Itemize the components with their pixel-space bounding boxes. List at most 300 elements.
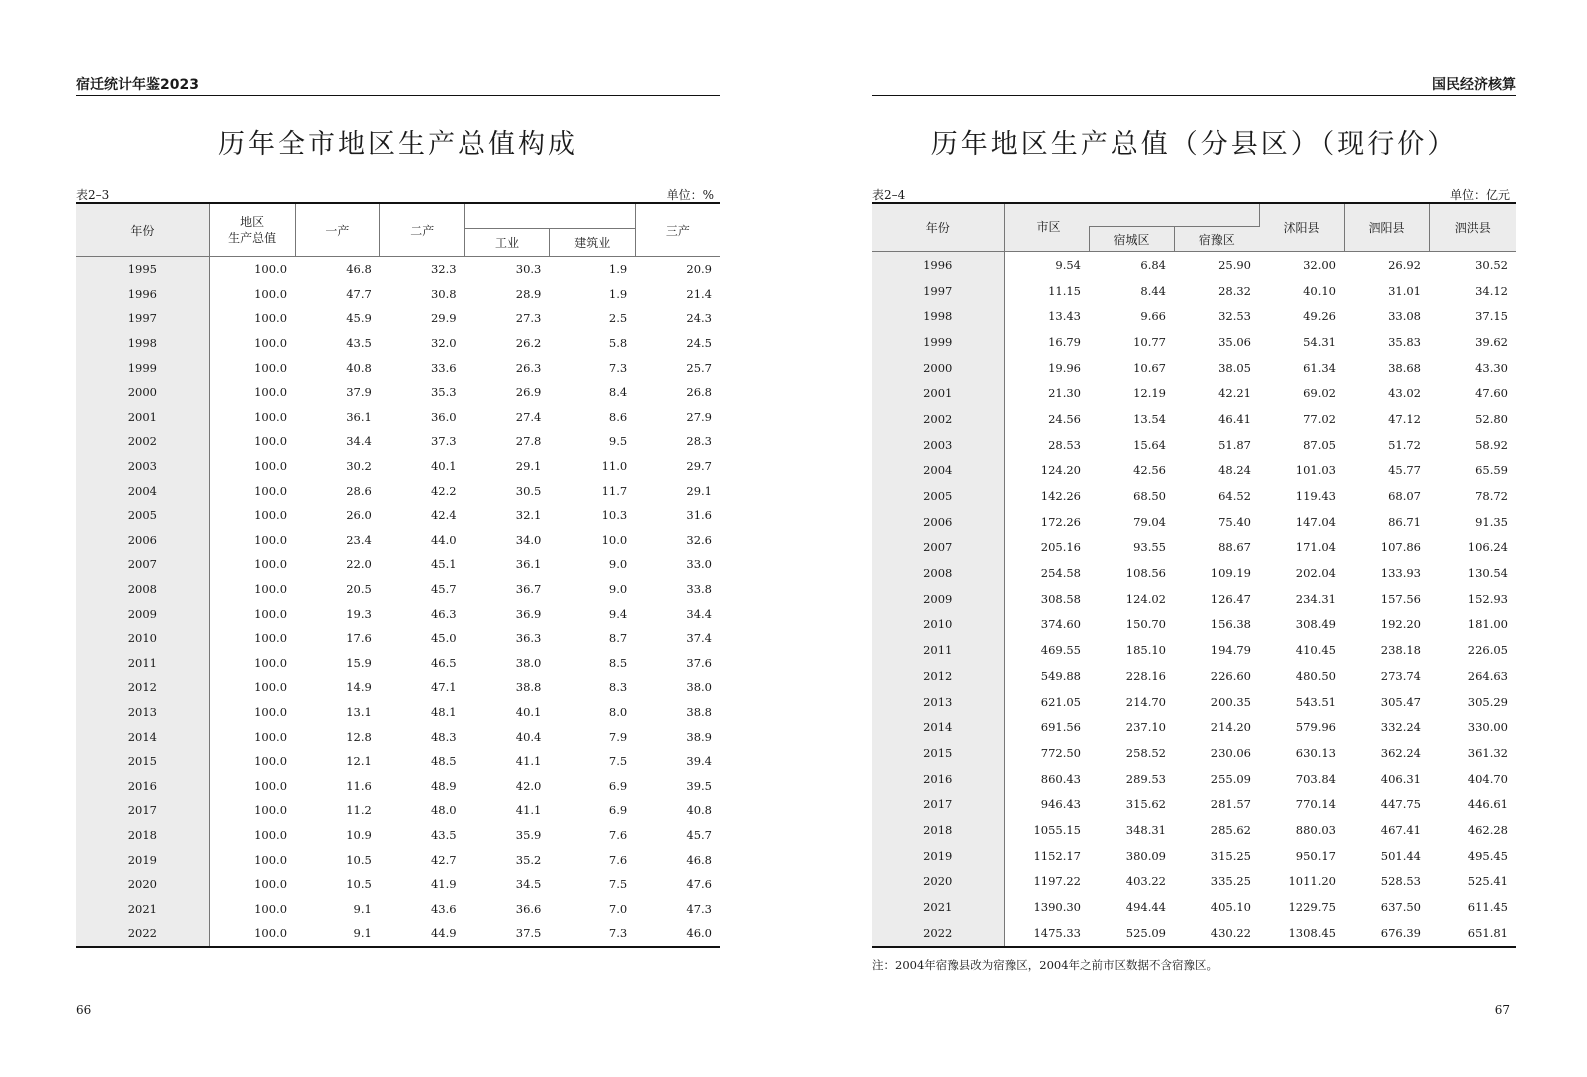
composition-value-cell: 37.6 bbox=[686, 655, 712, 670]
head-rule-right bbox=[872, 95, 1516, 96]
unit-label-left: 单位：% bbox=[666, 188, 714, 202]
county-value-cell: 950.17 bbox=[1295, 848, 1336, 863]
composition-value-cell: 11.0 bbox=[601, 459, 628, 474]
county-value-cell: 42.21 bbox=[1218, 386, 1251, 401]
county-value-cell: 946.43 bbox=[1040, 797, 1081, 812]
county-value-cell: 691.56 bbox=[1040, 720, 1081, 735]
county-year-cell: 2005 bbox=[872, 483, 1004, 509]
header-year: 年份 bbox=[76, 203, 209, 257]
county-value-cell: 446.61 bbox=[1467, 797, 1508, 812]
county-value-cell: 651.81 bbox=[1467, 925, 1508, 940]
composition-value-cell: 100.0 bbox=[254, 557, 288, 572]
composition-value-cell: 46.5 bbox=[430, 655, 457, 670]
composition-row bbox=[76, 380, 720, 405]
county-value-cell: 34.12 bbox=[1475, 283, 1508, 298]
county-year-cell: 2021 bbox=[872, 894, 1004, 920]
composition-value-cell: 100.0 bbox=[254, 434, 288, 449]
county-value-cell: 24.56 bbox=[1048, 411, 1081, 426]
composition-value-cell: 37.4 bbox=[686, 631, 712, 646]
composition-value-cell: 7.6 bbox=[608, 852, 628, 867]
composition-value-cell: 7.0 bbox=[608, 901, 628, 916]
county-value-cell: 88.67 bbox=[1218, 540, 1251, 555]
county-value-cell: 52.80 bbox=[1475, 411, 1508, 426]
composition-value-cell: 13.1 bbox=[346, 704, 372, 719]
county-value-cell: 226.60 bbox=[1210, 668, 1251, 683]
county-row bbox=[872, 740, 1516, 766]
composition-value-cell: 45.0 bbox=[430, 631, 457, 646]
composition-value-cell: 38.9 bbox=[686, 729, 712, 744]
county-row bbox=[872, 817, 1516, 843]
county-value-cell: 30.52 bbox=[1475, 257, 1508, 272]
composition-year-cell: 1995 bbox=[76, 257, 209, 282]
county-value-cell: 403.22 bbox=[1125, 874, 1166, 889]
composition-value-cell: 100.0 bbox=[254, 336, 288, 351]
composition-year-cell: 2020 bbox=[76, 872, 209, 897]
county-row bbox=[872, 355, 1516, 381]
county-row bbox=[872, 278, 1516, 304]
composition-value-cell: 10.9 bbox=[346, 827, 372, 842]
county-value-cell: 171.04 bbox=[1295, 540, 1336, 555]
county-row bbox=[872, 252, 1516, 278]
county-value-cell: 630.13 bbox=[1295, 745, 1336, 760]
county-value-cell: 255.09 bbox=[1210, 771, 1251, 786]
composition-value-cell: 100.0 bbox=[254, 754, 288, 769]
county-value-cell: 87.05 bbox=[1303, 437, 1336, 452]
county-value-cell: 447.75 bbox=[1380, 797, 1421, 812]
composition-year-cell: 2002 bbox=[76, 429, 209, 454]
page-number-right: 67 bbox=[1494, 1003, 1510, 1017]
composition-year-cell: 2018 bbox=[76, 823, 209, 848]
county-year-cell: 2003 bbox=[872, 432, 1004, 458]
composition-row bbox=[76, 503, 720, 528]
composition-row bbox=[76, 306, 720, 331]
running-head-right: 国民经济核算 bbox=[1432, 77, 1516, 93]
composition-value-cell: 38.8 bbox=[686, 704, 712, 719]
composition-year-cell: 2017 bbox=[76, 798, 209, 823]
county-row bbox=[872, 843, 1516, 869]
county-value-cell: 109.19 bbox=[1210, 566, 1251, 581]
composition-value-cell: 11.6 bbox=[346, 778, 372, 793]
county-value-cell: 549.88 bbox=[1040, 668, 1081, 683]
composition-value-cell: 42.2 bbox=[430, 483, 457, 498]
composition-year-cell: 1998 bbox=[76, 331, 209, 356]
composition-value-cell: 10.3 bbox=[601, 508, 628, 523]
county-year-cell: 2020 bbox=[872, 869, 1004, 895]
county-value-cell: 79.04 bbox=[1133, 514, 1166, 529]
composition-value-cell: 41.9 bbox=[430, 877, 457, 892]
composition-value-cell: 39.5 bbox=[686, 778, 712, 793]
composition-value-cell: 48.9 bbox=[430, 778, 457, 793]
composition-value-cell: 10.5 bbox=[346, 877, 372, 892]
composition-row bbox=[76, 355, 720, 380]
composition-row bbox=[76, 405, 720, 430]
composition-value-cell: 33.0 bbox=[686, 557, 712, 572]
county-value-cell: 462.28 bbox=[1467, 822, 1508, 837]
county-value-cell: 108.56 bbox=[1125, 566, 1166, 581]
county-value-cell: 380.09 bbox=[1125, 848, 1166, 863]
county-year-cell: 1996 bbox=[872, 252, 1004, 278]
header-secondary: 二产 bbox=[380, 203, 465, 257]
composition-value-cell: 45.7 bbox=[686, 827, 712, 842]
county-row bbox=[872, 483, 1516, 509]
county-value-cell: 637.50 bbox=[1380, 900, 1421, 915]
county-value-cell: 467.41 bbox=[1380, 822, 1421, 837]
county-year-cell: 2011 bbox=[872, 637, 1004, 663]
composition-value-cell: 11.7 bbox=[601, 483, 628, 498]
composition-value-cell: 35.2 bbox=[515, 852, 542, 867]
county-row bbox=[872, 458, 1516, 484]
county-year-cell: 2014 bbox=[872, 714, 1004, 740]
composition-value-cell: 7.5 bbox=[608, 754, 628, 769]
county-value-cell: 152.93 bbox=[1467, 591, 1508, 606]
composition-value-cell: 8.4 bbox=[608, 385, 628, 400]
county-row bbox=[872, 406, 1516, 432]
composition-value-cell: 28.9 bbox=[515, 286, 542, 301]
composition-value-cell: 43.5 bbox=[346, 336, 372, 351]
county-value-cell: 61.34 bbox=[1303, 360, 1336, 375]
county-row bbox=[872, 509, 1516, 535]
composition-value-cell: 32.0 bbox=[430, 336, 457, 351]
county-year-cell: 2017 bbox=[872, 791, 1004, 817]
county-value-cell: 305.47 bbox=[1380, 694, 1421, 709]
composition-value-cell: 100.0 bbox=[254, 778, 288, 793]
composition-value-cell: 100.0 bbox=[254, 877, 288, 892]
composition-year-cell: 2009 bbox=[76, 601, 209, 626]
gdp-by-county-table-body bbox=[872, 252, 1516, 947]
county-value-cell: 202.04 bbox=[1295, 566, 1336, 581]
composition-value-cell: 7.6 bbox=[608, 827, 628, 842]
header-year-right: 年份 bbox=[872, 203, 1004, 252]
county-value-cell: 13.54 bbox=[1133, 411, 1166, 426]
composition-value-cell: 25.7 bbox=[686, 360, 712, 375]
county-value-cell: 26.92 bbox=[1388, 257, 1421, 272]
composition-value-cell: 8.6 bbox=[608, 409, 628, 424]
county-value-cell: 1229.75 bbox=[1288, 900, 1336, 915]
county-value-cell: 495.45 bbox=[1467, 848, 1508, 863]
county-value-cell: 78.72 bbox=[1475, 489, 1508, 504]
county-value-cell: 234.31 bbox=[1295, 591, 1336, 606]
header-gdp-line2: 生产总值 bbox=[228, 231, 277, 245]
composition-value-cell: 6.9 bbox=[608, 778, 628, 793]
composition-value-cell: 9.0 bbox=[608, 582, 628, 597]
county-row bbox=[872, 303, 1516, 329]
county-year-cell: 2002 bbox=[872, 406, 1004, 432]
composition-value-cell: 36.7 bbox=[515, 582, 542, 597]
composition-value-cell: 42.7 bbox=[430, 852, 457, 867]
composition-value-cell: 9.4 bbox=[608, 606, 628, 621]
county-value-cell: 10.77 bbox=[1133, 334, 1166, 349]
composition-value-cell: 35.3 bbox=[430, 385, 457, 400]
composition-value-cell: 48.3 bbox=[430, 729, 457, 744]
composition-value-cell: 26.8 bbox=[686, 385, 712, 400]
composition-value-cell: 36.3 bbox=[515, 631, 542, 646]
county-value-cell: 305.29 bbox=[1467, 694, 1508, 709]
composition-value-cell: 100.0 bbox=[254, 409, 288, 424]
county-value-cell: 101.03 bbox=[1295, 463, 1336, 478]
county-value-cell: 147.04 bbox=[1295, 514, 1336, 529]
composition-value-cell: 26.3 bbox=[515, 360, 542, 375]
county-value-cell: 258.52 bbox=[1125, 745, 1166, 760]
composition-value-cell: 46.8 bbox=[346, 262, 372, 277]
composition-value-cell: 42.4 bbox=[430, 508, 457, 523]
composition-value-cell: 17.6 bbox=[346, 631, 372, 646]
composition-value-cell: 100.0 bbox=[254, 680, 288, 695]
composition-value-cell: 40.8 bbox=[346, 360, 372, 375]
composition-value-cell: 34.4 bbox=[346, 434, 372, 449]
composition-value-cell: 37.5 bbox=[515, 926, 542, 941]
county-value-cell: 54.31 bbox=[1303, 334, 1336, 349]
composition-value-cell: 9.0 bbox=[608, 557, 628, 572]
composition-year-cell: 2019 bbox=[76, 847, 209, 872]
composition-value-cell: 100.0 bbox=[254, 631, 288, 646]
composition-value-cell: 34.0 bbox=[515, 532, 542, 547]
county-value-cell: 228.16 bbox=[1125, 668, 1166, 683]
county-value-cell: 58.92 bbox=[1475, 437, 1508, 452]
county-value-cell: 31.01 bbox=[1388, 283, 1421, 298]
county-year-cell: 2008 bbox=[872, 560, 1004, 586]
composition-year-cell: 2012 bbox=[76, 675, 209, 700]
composition-value-cell: 100.0 bbox=[254, 582, 288, 597]
county-value-cell: 430.22 bbox=[1210, 925, 1251, 940]
composition-value-cell: 30.8 bbox=[430, 286, 457, 301]
county-value-cell: 332.24 bbox=[1380, 720, 1421, 735]
composition-value-cell: 100.0 bbox=[254, 901, 288, 916]
composition-value-cell: 38.8 bbox=[515, 680, 542, 695]
composition-row bbox=[76, 626, 720, 651]
composition-value-cell: 6.9 bbox=[608, 803, 628, 818]
composition-value-cell: 14.9 bbox=[346, 680, 372, 695]
county-value-cell: 28.32 bbox=[1218, 283, 1251, 298]
county-value-cell: 1475.33 bbox=[1033, 925, 1081, 940]
composition-value-cell: 12.1 bbox=[346, 754, 372, 769]
composition-value-cell: 31.6 bbox=[686, 508, 712, 523]
county-year-cell: 2019 bbox=[872, 843, 1004, 869]
county-year-cell: 2010 bbox=[872, 612, 1004, 638]
county-value-cell: 28.53 bbox=[1048, 437, 1081, 452]
composition-value-cell: 8.0 bbox=[608, 704, 628, 719]
county-row bbox=[872, 637, 1516, 663]
county-value-cell: 226.05 bbox=[1467, 643, 1508, 658]
county-value-cell: 501.44 bbox=[1380, 848, 1421, 863]
county-value-cell: 8.44 bbox=[1140, 283, 1166, 298]
composition-value-cell: 8.3 bbox=[608, 680, 628, 695]
composition-value-cell: 19.3 bbox=[346, 606, 372, 621]
composition-value-cell: 21.4 bbox=[686, 286, 712, 301]
county-value-cell: 49.26 bbox=[1303, 309, 1336, 324]
composition-value-cell: 27.4 bbox=[515, 409, 542, 424]
composition-value-cell: 100.0 bbox=[254, 508, 288, 523]
county-value-cell: 860.43 bbox=[1040, 771, 1081, 786]
page-title-left: 历年全市地区生产总值构成 bbox=[218, 129, 578, 160]
running-head-left: 宿迁统计年鉴2023 bbox=[76, 77, 199, 93]
county-row bbox=[872, 766, 1516, 792]
county-year-cell: 2012 bbox=[872, 663, 1004, 689]
composition-year-cell: 2013 bbox=[76, 700, 209, 725]
county-year-cell: 2006 bbox=[872, 509, 1004, 535]
county-value-cell: 124.02 bbox=[1125, 591, 1166, 606]
composition-value-cell: 7.9 bbox=[608, 729, 628, 744]
county-value-cell: 43.02 bbox=[1388, 386, 1421, 401]
composition-value-cell: 37.9 bbox=[346, 385, 372, 400]
county-year-cell: 2009 bbox=[872, 586, 1004, 612]
county-value-cell: 15.64 bbox=[1133, 437, 1166, 452]
county-value-cell: 579.96 bbox=[1295, 720, 1336, 735]
county-value-cell: 64.52 bbox=[1218, 489, 1251, 504]
county-value-cell: 37.15 bbox=[1475, 309, 1508, 324]
composition-value-cell: 29.1 bbox=[686, 483, 712, 498]
composition-row bbox=[76, 896, 720, 921]
county-value-cell: 6.84 bbox=[1140, 257, 1166, 272]
county-year-cell: 2007 bbox=[872, 535, 1004, 561]
county-year-cell: 2018 bbox=[872, 817, 1004, 843]
county-value-cell: 25.90 bbox=[1218, 257, 1251, 272]
composition-year-cell: 2021 bbox=[76, 896, 209, 921]
composition-year-cell: 2010 bbox=[76, 626, 209, 651]
county-value-cell: 12.19 bbox=[1133, 386, 1166, 401]
composition-row bbox=[76, 724, 720, 749]
composition-row bbox=[76, 528, 720, 553]
composition-value-cell: 41.1 bbox=[515, 803, 542, 818]
composition-value-cell: 47.6 bbox=[686, 877, 712, 892]
composition-value-cell: 32.3 bbox=[430, 262, 457, 277]
composition-value-cell: 44.9 bbox=[430, 926, 457, 941]
county-value-cell: 1152.17 bbox=[1033, 848, 1081, 863]
county-value-cell: 157.56 bbox=[1380, 591, 1421, 606]
county-row bbox=[872, 432, 1516, 458]
county-row bbox=[872, 560, 1516, 586]
composition-row bbox=[76, 577, 720, 602]
county-row bbox=[872, 380, 1516, 406]
header-siyang: 泗阳县 bbox=[1344, 203, 1429, 252]
right-page bbox=[872, 0, 1516, 1077]
header-city: 市区 bbox=[1004, 203, 1089, 252]
composition-row bbox=[76, 552, 720, 577]
composition-value-cell: 28.3 bbox=[686, 434, 712, 449]
composition-value-cell: 100.0 bbox=[254, 360, 288, 375]
composition-year-cell: 2003 bbox=[76, 454, 209, 479]
composition-value-cell: 7.5 bbox=[608, 877, 628, 892]
county-value-cell: 46.41 bbox=[1218, 411, 1251, 426]
header-gdp bbox=[209, 203, 295, 257]
county-value-cell: 1197.22 bbox=[1033, 874, 1081, 889]
composition-value-cell: 48.5 bbox=[430, 754, 457, 769]
composition-row bbox=[76, 282, 720, 307]
county-value-cell: 172.26 bbox=[1040, 514, 1081, 529]
head-rule-left bbox=[76, 95, 720, 96]
composition-value-cell: 47.3 bbox=[686, 901, 712, 916]
left-page bbox=[76, 0, 720, 1077]
county-value-cell: 273.74 bbox=[1380, 668, 1421, 683]
county-value-cell: 308.49 bbox=[1295, 617, 1336, 632]
composition-value-cell: 40.8 bbox=[686, 803, 712, 818]
county-value-cell: 32.00 bbox=[1303, 257, 1336, 272]
composition-value-cell: 23.4 bbox=[346, 532, 372, 547]
county-value-cell: 156.38 bbox=[1210, 617, 1251, 632]
composition-value-cell: 1.9 bbox=[608, 262, 628, 277]
composition-value-cell: 47.1 bbox=[430, 680, 457, 695]
composition-value-cell: 1.9 bbox=[608, 286, 628, 301]
county-value-cell: 68.07 bbox=[1388, 489, 1421, 504]
composition-value-cell: 100.0 bbox=[254, 852, 288, 867]
county-value-cell: 770.14 bbox=[1295, 797, 1336, 812]
county-value-cell: 130.54 bbox=[1467, 566, 1508, 581]
composition-value-cell: 8.7 bbox=[608, 631, 628, 646]
composition-value-cell: 40.1 bbox=[430, 459, 457, 474]
county-value-cell: 230.06 bbox=[1210, 745, 1251, 760]
county-year-cell: 2004 bbox=[872, 458, 1004, 484]
county-value-cell: 124.20 bbox=[1040, 463, 1081, 478]
county-value-cell: 362.24 bbox=[1380, 745, 1421, 760]
county-year-cell: 1999 bbox=[872, 329, 1004, 355]
county-year-cell: 1997 bbox=[872, 278, 1004, 304]
county-value-cell: 69.02 bbox=[1303, 386, 1336, 401]
page-number-left: 66 bbox=[76, 1003, 92, 1017]
header-sucheng: 宿城区 bbox=[1089, 227, 1174, 252]
county-value-cell: 45.77 bbox=[1388, 463, 1421, 478]
composition-value-cell: 100.0 bbox=[254, 262, 288, 277]
county-value-cell: 181.00 bbox=[1467, 617, 1508, 632]
county-value-cell: 237.10 bbox=[1125, 720, 1166, 735]
county-value-cell: 676.39 bbox=[1380, 925, 1421, 940]
composition-value-cell: 15.9 bbox=[346, 655, 372, 670]
county-value-cell: 308.58 bbox=[1040, 591, 1081, 606]
composition-value-cell: 26.2 bbox=[515, 336, 542, 351]
composition-value-cell: 100.0 bbox=[254, 655, 288, 670]
composition-value-cell: 100.0 bbox=[254, 606, 288, 621]
composition-value-cell: 37.3 bbox=[430, 434, 457, 449]
county-value-cell: 1308.45 bbox=[1288, 925, 1336, 940]
composition-row bbox=[76, 847, 720, 872]
composition-value-cell: 46.8 bbox=[686, 852, 712, 867]
table-number-left: 表2–3 bbox=[76, 188, 110, 202]
composition-value-cell: 43.6 bbox=[430, 901, 457, 916]
composition-value-cell: 100.0 bbox=[254, 286, 288, 301]
county-value-cell: 51.72 bbox=[1388, 437, 1421, 452]
county-year-cell: 2022 bbox=[872, 920, 1004, 947]
composition-value-cell: 40.4 bbox=[515, 729, 542, 744]
county-value-cell: 19.96 bbox=[1048, 360, 1081, 375]
county-value-cell: 404.70 bbox=[1467, 771, 1508, 786]
county-value-cell: 374.60 bbox=[1040, 617, 1081, 632]
composition-value-cell: 45.9 bbox=[346, 311, 372, 326]
composition-value-cell: 27.3 bbox=[515, 311, 542, 326]
composition-value-cell: 11.2 bbox=[346, 803, 372, 818]
county-value-cell: 9.54 bbox=[1055, 257, 1081, 272]
composition-value-cell: 30.3 bbox=[515, 262, 542, 277]
county-value-cell: 16.79 bbox=[1048, 334, 1081, 349]
composition-value-cell: 27.9 bbox=[686, 409, 712, 424]
composition-value-cell: 48.0 bbox=[430, 803, 457, 818]
county-value-cell: 335.25 bbox=[1210, 874, 1251, 889]
county-value-cell: 9.66 bbox=[1140, 309, 1166, 324]
composition-value-cell: 43.5 bbox=[430, 827, 457, 842]
county-value-cell: 33.08 bbox=[1388, 309, 1421, 324]
header-tertiary: 三产 bbox=[635, 203, 720, 257]
composition-row bbox=[76, 921, 720, 947]
composition-value-cell: 38.0 bbox=[686, 680, 712, 695]
composition-year-cell: 2001 bbox=[76, 405, 209, 430]
county-value-cell: 35.06 bbox=[1218, 334, 1251, 349]
composition-value-cell: 28.6 bbox=[346, 483, 372, 498]
county-row bbox=[872, 535, 1516, 561]
county-value-cell: 361.32 bbox=[1467, 745, 1508, 760]
county-value-cell: 289.53 bbox=[1125, 771, 1166, 786]
county-value-cell: 264.63 bbox=[1467, 668, 1508, 683]
composition-value-cell: 100.0 bbox=[254, 704, 288, 719]
county-value-cell: 254.58 bbox=[1040, 566, 1081, 581]
composition-value-cell: 29.9 bbox=[430, 311, 457, 326]
composition-year-cell: 2005 bbox=[76, 503, 209, 528]
